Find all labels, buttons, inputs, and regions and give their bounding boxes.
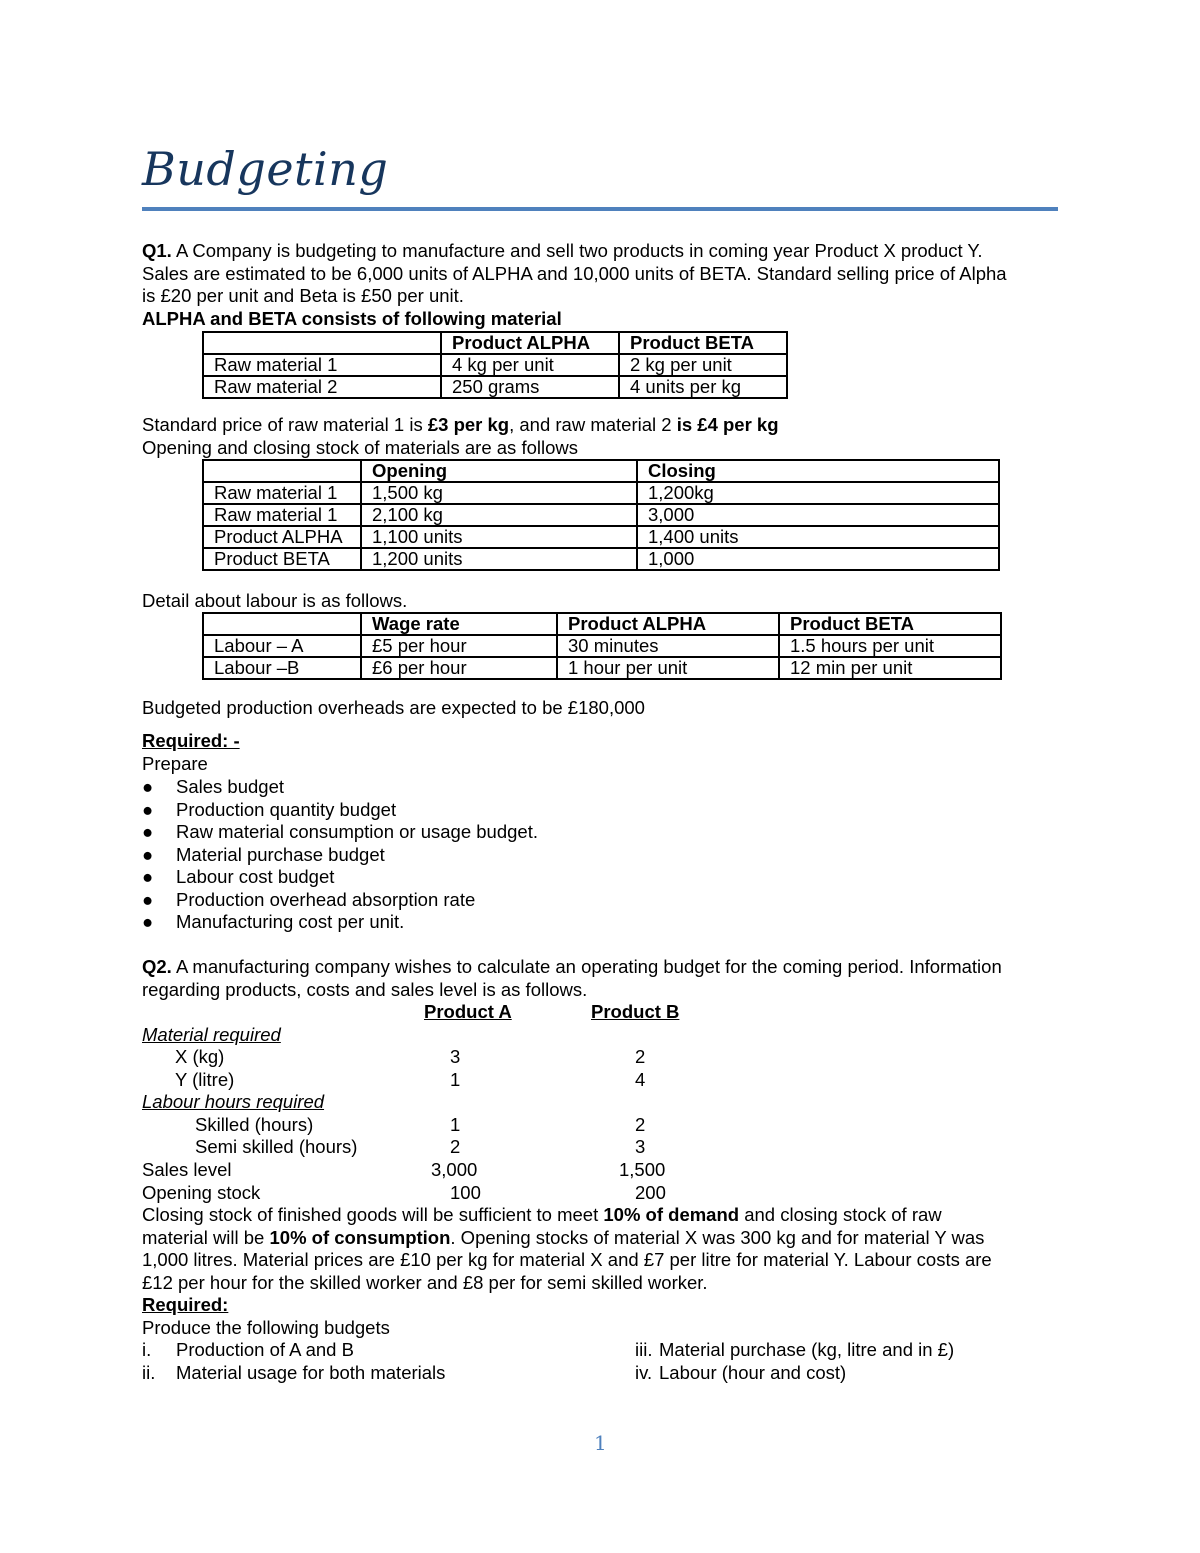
- list-item-text: Material purchase budget: [176, 843, 385, 865]
- table-cell: 3,000: [637, 504, 999, 526]
- labour-table-header: Product ALPHA: [557, 613, 779, 635]
- table-row: [203, 548, 999, 570]
- stock-table-header: Opening: [361, 460, 637, 482]
- list-item-text: Labour cost budget: [176, 866, 335, 887]
- table-cell: 2,100 kg: [361, 504, 637, 526]
- labour-intro: Detail about labour is as follows.: [142, 590, 408, 611]
- list-item-number: iv.: [635, 1362, 653, 1383]
- stock-table-header: [203, 460, 361, 482]
- list-item-text: Sales budget: [176, 776, 285, 797]
- table-cell: 1,200 units: [361, 548, 637, 570]
- row-label: Skilled (hours): [195, 1114, 314, 1135]
- list-item-text: Production of A and B: [176, 1339, 354, 1360]
- list-item-number: ii.: [142, 1362, 156, 1383]
- q1-intro: [142, 240, 1058, 330]
- value-cell: 200: [635, 1182, 666, 1203]
- row-label: Semi skilled (hours): [195, 1136, 358, 1157]
- list-item-number: i.: [142, 1339, 152, 1360]
- stock-intro: Opening and closing stock of materials are as follows: [142, 436, 578, 458]
- price-text: Standard price of raw material 1 is: [142, 414, 428, 435]
- row-label: X (kg): [175, 1046, 225, 1067]
- closing-text: 1,000 litres. Material prices are £10 per kg for material X and £7 per litre for material Y. Labour costs are: [142, 1249, 992, 1270]
- price-bold: is £4 per kg: [676, 414, 779, 435]
- labour-table-header: Product BETA: [779, 613, 1001, 635]
- bullet-icon: ●: [142, 866, 154, 887]
- q2-intro-line1: A manufacturing company wishes to calculate an operating budget for the coming period. Information: [171, 956, 1002, 977]
- closing-bold: 10% of demand: [603, 1204, 740, 1225]
- table-cell: Raw material 2: [203, 376, 441, 398]
- value-cell: 2: [450, 1136, 461, 1157]
- required-label: Required: -: [142, 730, 240, 751]
- table-cell: Labour –B: [203, 657, 361, 679]
- table-cell: 1.5 hours per unit: [779, 635, 1001, 657]
- bullet-icon: ●: [142, 821, 154, 842]
- stock-table-header: Closing: [637, 460, 999, 482]
- table-cell: 1,200kg: [637, 482, 999, 504]
- produce-label: Produce the following budgets: [142, 1316, 390, 1338]
- row-label: Sales level: [142, 1159, 232, 1180]
- table-cell: 1,000: [637, 548, 999, 570]
- labour-table-header: [203, 613, 361, 635]
- value-cell: 3,000: [431, 1159, 478, 1180]
- table-cell: Raw material 1: [203, 482, 361, 504]
- column-header-product-b: Product B: [591, 1001, 680, 1022]
- table-cell: Product ALPHA: [203, 526, 361, 548]
- table-cell: 1,500 kg: [361, 482, 637, 504]
- table-cell: 4 kg per unit: [441, 354, 619, 376]
- q1-required: [142, 730, 1058, 775]
- price-line: [142, 414, 1058, 459]
- closing-text: Closing stock of finished goods will be sufficient to meet: [142, 1204, 604, 1225]
- table-cell: 1,400 units: [637, 526, 999, 548]
- table-row: [203, 376, 787, 398]
- value-cell: 1: [450, 1114, 461, 1135]
- list-item-text: Production quantity budget: [176, 798, 397, 820]
- table-cell: 250 grams: [441, 376, 619, 398]
- list-item-text: Raw material consumption or usage budget.: [176, 821, 538, 842]
- page-title: Budgeting: [142, 142, 389, 196]
- list-item-text: Production overhead absorption rate: [176, 888, 476, 910]
- stock-table: [202, 459, 1000, 571]
- table-cell: 12 min per unit: [779, 657, 1001, 679]
- table-cell: 1,100 units: [361, 526, 637, 548]
- price-bold: £3 per kg: [427, 414, 510, 435]
- material-table: [202, 331, 788, 399]
- bullet-icon: ●: [142, 843, 154, 865]
- table-cell: 1 hour per unit: [557, 657, 779, 679]
- material-heading: ALPHA and BETA consists of following material: [142, 307, 562, 329]
- q1-intro-line1: A Company is budgeting to manufacture and sell two products in coming year Product X product Y.: [171, 240, 983, 261]
- value-cell: 3: [635, 1136, 646, 1157]
- material-table-header: Product ALPHA: [441, 332, 619, 354]
- labour-table: [202, 612, 1002, 680]
- q2-intro-line2: regarding products, costs and sales level is as follows.: [142, 978, 588, 1000]
- list-item-text: Labour (hour and cost): [659, 1362, 847, 1383]
- material-required-label: Material required: [142, 1024, 281, 1045]
- bullet-icon: ●: [142, 911, 154, 932]
- table-cell: £6 per hour: [361, 657, 557, 679]
- table-row: [203, 354, 787, 376]
- bullet-icon: ●: [142, 888, 154, 910]
- closing-bold: 10% of consumption: [269, 1226, 451, 1248]
- table-cell: 30 minutes: [557, 635, 779, 657]
- closing-text: material will be: [142, 1226, 270, 1248]
- closing-text: £12 per hour for the skilled worker and £8 per for semi skilled worker.: [142, 1271, 708, 1293]
- table-row: [203, 635, 1001, 657]
- overheads-line: Budgeted production overheads are expected to be £180,000: [142, 697, 645, 718]
- table-cell: Labour – A: [203, 635, 361, 657]
- bullet-icon: ●: [142, 798, 154, 820]
- value-cell: 1: [450, 1069, 461, 1090]
- closing-text: . Opening stocks of material X was 300 kg and for material Y was: [450, 1226, 985, 1248]
- price-text: , and raw material 2: [509, 414, 677, 435]
- title-underline: [142, 207, 1058, 211]
- q2-label: Q2.: [142, 956, 172, 977]
- q2-required-label: Required:: [142, 1294, 229, 1315]
- row-label: Y (litre): [175, 1069, 235, 1090]
- q1-intro-line2: Sales are estimated to be 6,000 units of ALPHA and 10,000 units of BETA. Standard selling price of Alpha: [142, 262, 1007, 284]
- table-cell: Raw material 1: [203, 504, 361, 526]
- material-table-header: Product BETA: [619, 332, 787, 354]
- value-cell: 3: [450, 1046, 461, 1067]
- table-cell: £5 per hour: [361, 635, 557, 657]
- prepare-label: Prepare: [142, 752, 208, 774]
- value-cell: 1,500: [619, 1159, 666, 1180]
- bullet-icon: ●: [142, 776, 154, 797]
- labour-required-label: Labour hours required: [142, 1091, 325, 1112]
- row-label: Opening stock: [142, 1182, 261, 1203]
- q2-closing-paragraph: [142, 1204, 1058, 1339]
- table-cell: Product BETA: [203, 548, 361, 570]
- column-header-product-a: Product A: [424, 1001, 512, 1022]
- value-cell: 100: [450, 1182, 481, 1203]
- value-cell: 2: [635, 1046, 646, 1067]
- q1-intro-line3: is £20 per unit and Beta is £50 per unit.: [142, 285, 464, 306]
- value-cell: 2: [635, 1114, 646, 1135]
- table-cell: Raw material 1: [203, 354, 441, 376]
- list-item-text: Material usage for both materials: [176, 1362, 446, 1383]
- table-cell: 2 kg per unit: [619, 354, 787, 376]
- closing-text: and closing stock of raw: [739, 1204, 942, 1225]
- list-item-text: Material purchase (kg, litre and in £): [659, 1339, 955, 1360]
- page-number: 1: [594, 1431, 607, 1455]
- labour-table-header: Wage rate: [361, 613, 557, 635]
- value-cell: 4: [635, 1069, 646, 1090]
- table-row: [203, 657, 1001, 679]
- table-cell: 4 units per kg: [619, 376, 787, 398]
- table-row: [203, 526, 999, 548]
- material-table-header: [203, 332, 441, 354]
- q1-label: Q1.: [142, 240, 172, 261]
- table-row: [203, 482, 999, 504]
- q2-intro: [142, 956, 1058, 1001]
- table-row: [203, 504, 999, 526]
- list-item-text: Manufacturing cost per unit.: [176, 911, 405, 932]
- list-item-number: iii.: [635, 1339, 653, 1360]
